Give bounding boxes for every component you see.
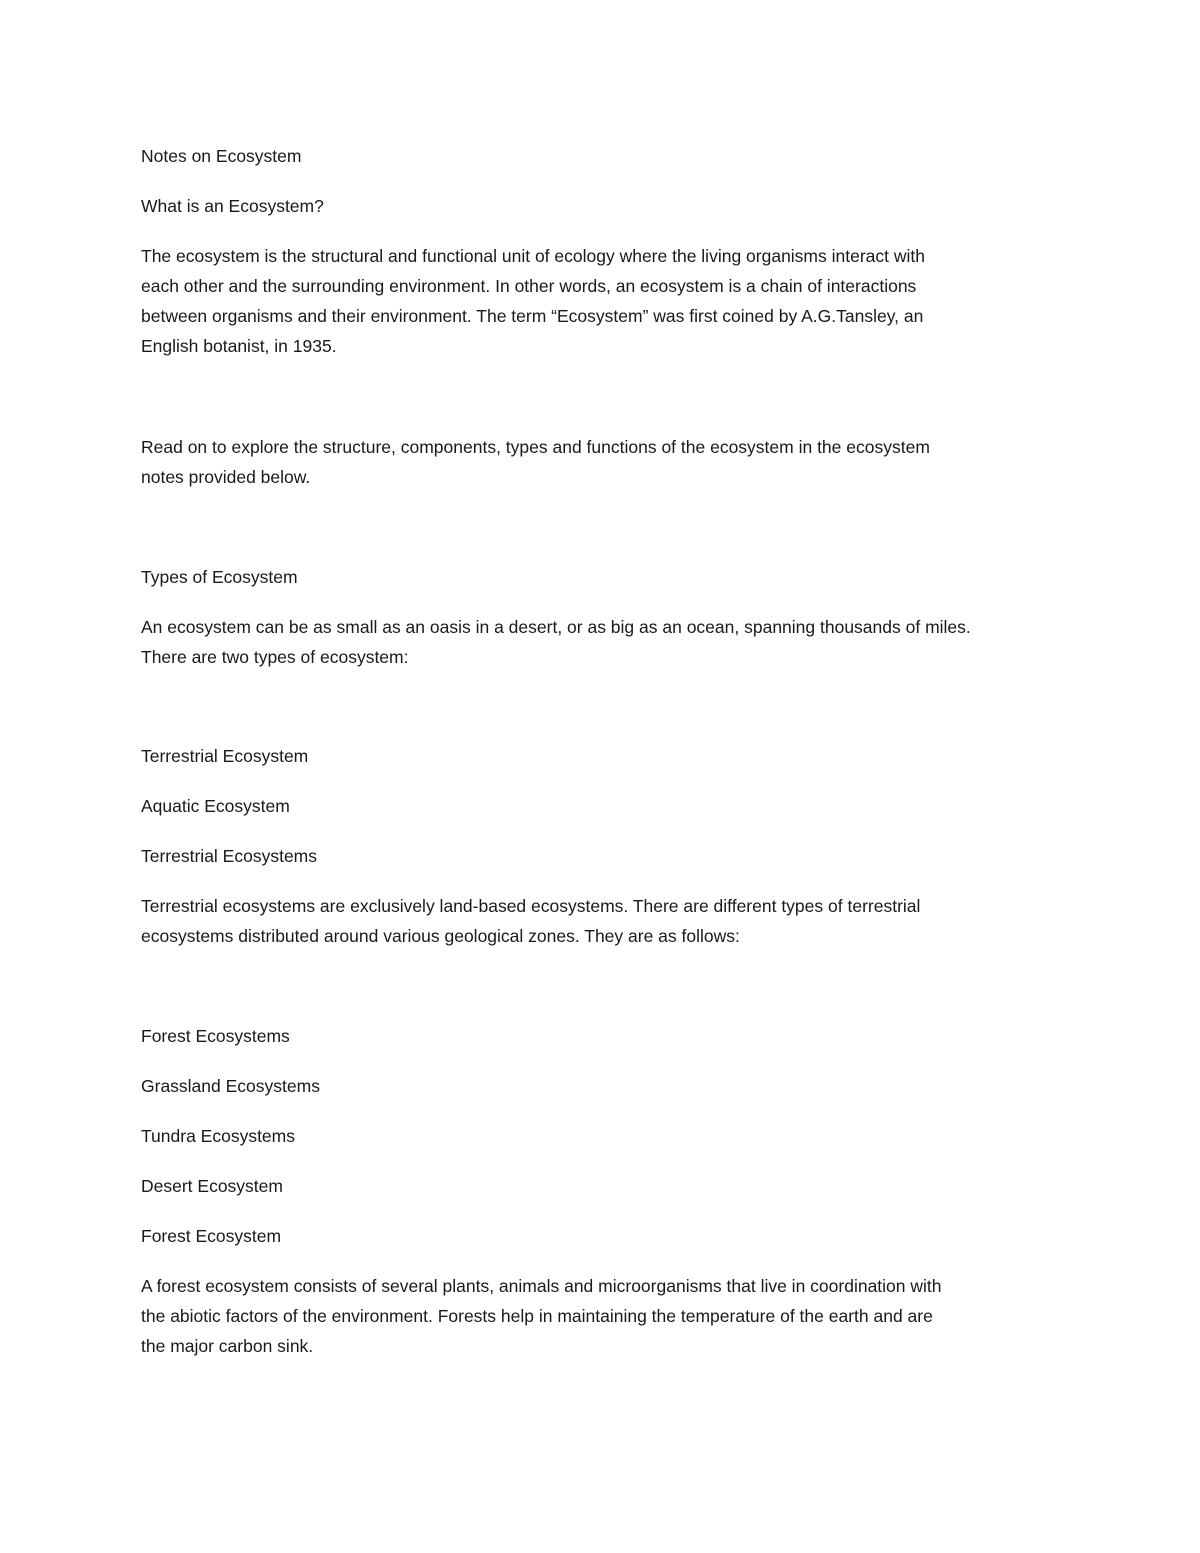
types-of-ecosystem-heading: Types of Ecosystem [141, 567, 298, 587]
read-on-paragraph: Read on to explore the structure, components, types and functions of the ecosystem in the ecosystem notes provided below. [141, 437, 930, 487]
list-item-grassland: Grassland Ecosystems [141, 1076, 320, 1096]
list-item-forest: Forest Ecosystems [141, 1026, 290, 1046]
list-item-tundra: Tundra Ecosystems [141, 1126, 295, 1146]
intro-paragraph: The ecosystem is the structural and functional unit of ecology where the living organisms interact with each other and the surrounding environment. In other words, an ecosystem is a chain of interactions between organisms and their environment. The term “Ecosystem” was first coined by A.G.Tansley, an English botanist, in 1935. [141, 246, 925, 356]
list-item-desert: Desert Ecosystem [141, 1176, 283, 1196]
forest-paragraph: A forest ecosystem consists of several plants, animals and microorganisms that live in coordination with the abiotic factors of the environment. Forests help in maintaining the temperature of the earth and are the major carbon sink. [141, 1276, 942, 1356]
list-item-aquatic: Aquatic Ecosystem [141, 796, 290, 816]
terrestrial-ecosystems-heading: Terrestrial Ecosystems [141, 846, 318, 866]
document-title: Notes on Ecosystem [141, 146, 302, 166]
list-item-terrestrial: Terrestrial Ecosystem [141, 746, 309, 766]
forest-ecosystem-heading: Forest Ecosystem [141, 1226, 282, 1246]
terrestrial-paragraph: Terrestrial ecosystems are exclusively land-based ecosystems. There are different types of terrestrial ecosystems distributed around various geological zones. They are as follows: [141, 896, 921, 946]
what-is-ecosystem-heading: What is an Ecosystem? [141, 196, 324, 216]
types-intro-paragraph: An ecosystem can be as small as an oasis in a desert, or as big as an ocean, spanning thousands of miles. There are two types of ecosystem: [141, 617, 971, 667]
